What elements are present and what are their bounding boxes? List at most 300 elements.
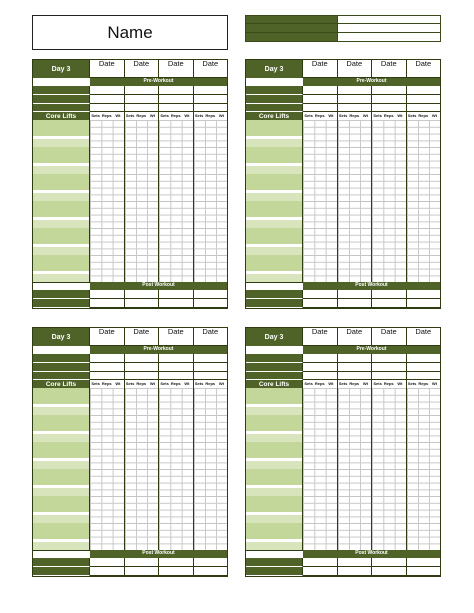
reps-label: Reps [349,113,360,118]
lift-name-cell[interactable] [33,174,90,201]
entry-cell[interactable] [125,558,160,567]
lift-entry-grid[interactable] [159,120,194,147]
lift-entry-grid[interactable] [303,415,338,442]
day-label: Day 3 [33,328,90,346]
lift-entry-grid[interactable] [194,228,228,255]
entry-cell[interactable] [194,558,228,567]
wt-label: Wt [328,113,334,118]
entry-cell[interactable] [303,567,338,576]
entry-cell[interactable] [372,567,407,576]
entry-cell[interactable] [90,372,125,380]
entry-cell[interactable] [125,372,160,380]
lift-name-stripe [246,523,302,539]
date-column[interactable] [372,60,407,78]
lift-name-stripe [33,139,89,147]
entry-cell[interactable] [159,86,194,95]
lift-entry-grid[interactable] [125,120,160,147]
post-workout-label-cell [246,558,303,567]
entry-cell[interactable] [407,86,441,95]
entry-cell[interactable] [372,354,407,363]
lift-entry-grid[interactable] [338,415,373,442]
lift-entry-grid[interactable] [90,174,125,201]
lift-entry-grid[interactable] [303,120,338,147]
info-value-cell[interactable] [338,16,440,24]
date-column[interactable] [125,60,160,78]
pre-workout-label-cell [33,104,90,112]
entry-cell[interactable] [338,299,373,308]
date-column[interactable] [407,328,441,346]
entry-cell[interactable] [159,95,194,104]
lift-name-cell[interactable] [246,201,303,228]
entry-cell[interactable] [90,567,125,576]
lift-name-cell[interactable] [33,147,90,174]
lift-name-stripe [33,388,89,404]
lift-entry-grid[interactable] [372,523,407,550]
lift-entry-grid[interactable] [159,255,194,282]
date-column[interactable] [159,328,194,346]
lift-entry-grid[interactable] [194,415,228,442]
entry-cell[interactable] [407,558,441,567]
lift-entry-grid[interactable] [159,147,194,174]
lift-entry-grid[interactable] [194,388,228,415]
lift-entry-grid[interactable] [372,469,407,496]
lift-entry-grid[interactable] [125,255,160,282]
lift-entry-grid[interactable] [125,469,160,496]
lift-entry-grid[interactable] [338,523,373,550]
core-lift-row [33,201,227,229]
lift-entry-grid[interactable] [372,496,407,523]
lift-entry-grid[interactable] [338,469,373,496]
lift-entry-grid[interactable] [125,523,160,550]
sub-header [194,380,228,388]
date-column[interactable] [303,60,338,78]
pre-workout-band: Pre-Workout [303,346,440,354]
lift-entry-grid[interactable] [159,496,194,523]
wt-label: Wt [431,381,437,386]
info-value-cell[interactable] [338,24,440,32]
entry-cell[interactable] [338,558,373,567]
entry-cell[interactable] [194,567,228,576]
lift-entry-grid[interactable] [407,415,441,442]
workout-log-top-left [32,59,228,309]
pre-workout-label-cell [33,363,90,372]
sets-label: Sets [407,381,417,386]
entry-cell[interactable] [372,104,407,112]
sets-label: Sets [91,113,100,118]
lift-entry-grid[interactable] [372,201,407,228]
entry-cell[interactable] [407,567,441,576]
entry-cell[interactable] [303,372,338,380]
lift-name-stripe [246,147,302,163]
date-column[interactable] [90,328,125,346]
reps-label: Reps [136,113,147,118]
lift-entry-grid[interactable] [159,523,194,550]
entry-cell[interactable] [303,363,338,372]
entry-cell[interactable] [303,299,338,308]
lift-name-cell[interactable] [246,523,303,550]
lift-entry-grid[interactable] [159,228,194,255]
lift-entry-grid[interactable] [407,496,441,523]
lift-entry-grid[interactable] [125,388,160,415]
reps-label: Reps [205,113,216,118]
sub-header [90,112,125,120]
lift-entry-grid[interactable] [407,388,441,415]
date-label: Date [311,59,328,68]
entry-cell[interactable] [159,299,194,308]
lift-entry-grid[interactable] [372,415,407,442]
date-column[interactable] [159,60,194,78]
lift-name-cell[interactable] [33,255,90,282]
sets-label: Sets [338,113,348,118]
lift-name-stripe [33,542,89,550]
entry-cell[interactable] [125,299,160,308]
date-column[interactable] [125,328,160,346]
lift-name-cell[interactable] [246,255,303,282]
lift-entry-grid[interactable] [372,388,407,415]
lift-name-cell[interactable] [33,442,90,469]
wt-label: Wt [184,113,190,118]
core-lift-row [33,255,227,283]
post-workout-band: Post Workout [303,282,440,290]
entry-cell[interactable] [372,299,407,308]
lift-entry-grid[interactable] [372,442,407,469]
core-lifts-grid [33,120,227,282]
lift-name-cell[interactable] [246,388,303,415]
entry-cell[interactable] [338,290,373,299]
lift-name-stripe [246,220,302,228]
lift-entry-grid[interactable] [407,228,441,255]
lift-name-cell[interactable] [33,523,90,550]
wt-label: Wt [149,381,155,386]
date-column[interactable] [194,60,228,78]
entry-cell[interactable] [90,290,125,299]
core-lifts-label: Core Lifts [246,380,303,388]
lift-entry-grid[interactable] [90,469,125,496]
lift-entry-grid[interactable] [194,201,228,228]
sub-header [303,112,338,120]
lift-name-cell[interactable] [33,469,90,496]
post-workout-label-cell [33,290,90,299]
entry-cell[interactable] [90,86,125,95]
core-lift-row [33,174,227,202]
core-lift-row [246,228,440,256]
lift-entry-grid[interactable] [90,523,125,550]
entry-cell[interactable] [194,290,228,299]
core-lift-row [33,228,227,256]
entry-cell[interactable] [90,104,125,112]
entry-cell[interactable] [303,86,338,95]
entry-cell[interactable] [372,86,407,95]
lift-entry-grid[interactable] [90,255,125,282]
date-label: Date [415,327,432,336]
lift-entry-grid[interactable] [159,174,194,201]
post-workout-label-cell [246,299,303,308]
lift-entry-grid[interactable] [303,496,338,523]
reps-label: Reps [314,113,325,118]
entry-cell[interactable] [159,354,194,363]
lift-entry-grid[interactable] [338,228,373,255]
entry-cell[interactable] [407,104,441,112]
entry-cell[interactable] [407,354,441,363]
lift-entry-grid[interactable] [303,388,338,415]
lift-entry-grid[interactable] [125,201,160,228]
reps-label: Reps [383,381,394,386]
lift-entry-grid[interactable] [303,523,338,550]
lift-entry-grid[interactable] [338,120,373,147]
lift-entry-grid[interactable] [159,388,194,415]
lift-name-stripe [33,496,89,512]
lift-entry-grid[interactable] [338,255,373,282]
entry-cell[interactable] [125,567,160,576]
entry-cell[interactable] [372,363,407,372]
entry-cell[interactable] [372,95,407,104]
entry-cell[interactable] [338,354,373,363]
date-label: Date [133,327,150,336]
entry-cell[interactable] [125,86,160,95]
lift-entry-grid[interactable] [194,496,228,523]
entry-cell[interactable] [338,95,373,104]
lift-name-cell[interactable] [33,120,90,147]
lift-entry-grid[interactable] [159,442,194,469]
entry-cell[interactable] [407,290,441,299]
reps-label: Reps [314,381,325,386]
lift-name-cell[interactable] [246,228,303,255]
entry-cell[interactable] [159,372,194,380]
lift-entry-grid[interactable] [372,228,407,255]
lift-entry-grid[interactable] [338,201,373,228]
lift-entry-grid[interactable] [303,228,338,255]
lift-name-stripe [246,496,302,512]
entry-cell[interactable] [303,95,338,104]
lift-name-cell[interactable] [246,174,303,201]
day-label: Day 3 [246,328,303,346]
sets-label: Sets [373,381,382,386]
lift-entry-grid[interactable] [338,388,373,415]
entry-cell[interactable] [159,104,194,112]
workout-log-top-right [245,59,441,309]
date-column[interactable] [407,60,441,78]
lift-entry-grid[interactable] [407,201,441,228]
date-column[interactable] [338,328,373,346]
core-lifts-grid [33,388,227,550]
entry-cell[interactable] [303,558,338,567]
core-lift-row [246,120,440,148]
lift-entry-grid[interactable] [303,147,338,174]
lift-entry-grid[interactable] [372,120,407,147]
lift-entry-grid[interactable] [159,415,194,442]
sets-label: Sets [373,113,382,118]
lift-entry-grid[interactable] [407,469,441,496]
info-value-cell[interactable] [338,33,440,41]
core-lift-row [246,496,440,524]
date-column[interactable] [303,328,338,346]
lift-name-stripe [246,469,302,485]
entry-cell[interactable] [90,363,125,372]
lift-name-cell[interactable] [33,228,90,255]
sets-label: Sets [407,113,417,118]
lift-entry-grid[interactable] [407,147,441,174]
entry-cell[interactable] [338,372,373,380]
reps-label: Reps [418,113,429,118]
post-workout-label-cell [33,558,90,567]
info-label-cell [246,33,338,41]
entry-cell[interactable] [303,104,338,112]
date-column[interactable] [372,328,407,346]
entry-cell[interactable] [194,95,228,104]
entry-cell[interactable] [407,372,441,380]
lift-name-cell[interactable] [246,415,303,442]
entry-cell[interactable] [159,290,194,299]
lift-entry-grid[interactable] [407,255,441,282]
lift-entry-grid[interactable] [125,496,160,523]
lift-entry-grid[interactable] [407,120,441,147]
wt-label: Wt [397,381,403,386]
lift-name-stripe [33,255,89,271]
lift-entry-grid[interactable] [303,255,338,282]
entry-cell[interactable] [194,354,228,363]
lift-entry-grid[interactable] [125,442,160,469]
lift-entry-grid[interactable] [90,228,125,255]
lift-name-stripe [246,228,302,244]
lift-entry-grid[interactable] [159,469,194,496]
lift-name-cell[interactable] [246,469,303,496]
reps-label: Reps [170,381,181,386]
entry-cell[interactable] [407,95,441,104]
lift-entry-grid[interactable] [338,442,373,469]
lift-entry-grid[interactable] [194,120,228,147]
post-workout-label-cell [246,567,303,576]
lift-name-cell[interactable] [33,496,90,523]
entry-cell[interactable] [90,95,125,104]
lift-name-cell[interactable] [246,442,303,469]
date-column[interactable] [194,328,228,346]
wt-label: Wt [218,113,224,118]
lift-entry-grid[interactable] [90,415,125,442]
entry-cell[interactable] [372,290,407,299]
entry-cell[interactable] [194,363,228,372]
date-column[interactable] [338,60,373,78]
entry-cell[interactable] [303,354,338,363]
lift-entry-grid[interactable] [372,147,407,174]
sub-header [303,380,338,388]
lift-entry-grid[interactable] [372,255,407,282]
entry-cell[interactable] [125,354,160,363]
lift-entry-grid[interactable] [90,120,125,147]
lift-entry-grid[interactable] [194,442,228,469]
lift-name-stripe [246,461,302,469]
lift-entry-grid[interactable] [194,147,228,174]
lift-name-stripe [33,193,89,201]
lift-name-stripe [246,515,302,523]
lift-entry-grid[interactable] [90,496,125,523]
lift-entry-grid[interactable] [194,523,228,550]
entry-cell[interactable] [194,299,228,308]
entry-cell[interactable] [338,104,373,112]
entry-cell[interactable] [194,372,228,380]
lift-entry-grid[interactable] [303,442,338,469]
lift-entry-grid[interactable] [407,523,441,550]
lift-entry-grid[interactable] [125,147,160,174]
entry-cell[interactable] [407,363,441,372]
sub-header [125,380,160,388]
lift-name-cell[interactable] [33,415,90,442]
date-label: Date [311,327,328,336]
core-lift-row [246,147,440,175]
lift-name-cell[interactable] [33,201,90,228]
sets-label: Sets [194,381,204,386]
entry-cell[interactable] [372,372,407,380]
lift-name-stripe [33,228,89,244]
wt-label: Wt [115,381,121,386]
sub-header [125,112,160,120]
entry-cell[interactable] [125,95,160,104]
sub-header [372,112,407,120]
entry-cell[interactable] [90,558,125,567]
lift-entry-grid[interactable] [338,147,373,174]
entry-cell[interactable] [194,86,228,95]
lift-entry-grid[interactable] [303,469,338,496]
lift-entry-grid[interactable] [338,496,373,523]
lift-name-cell[interactable] [246,496,303,523]
entry-cell[interactable] [303,290,338,299]
lift-entry-grid[interactable] [125,228,160,255]
lift-entry-grid[interactable] [90,201,125,228]
lift-name-cell[interactable] [246,120,303,147]
lift-entry-grid[interactable] [372,174,407,201]
entry-cell[interactable] [338,86,373,95]
entry-cell[interactable] [159,363,194,372]
entry-cell[interactable] [125,104,160,112]
lift-entry-grid[interactable] [303,201,338,228]
entry-cell[interactable] [125,290,160,299]
entry-cell[interactable] [125,363,160,372]
entry-cell[interactable] [90,299,125,308]
sets-label: Sets [304,113,313,118]
lift-entry-grid[interactable] [90,147,125,174]
entry-cell[interactable] [338,363,373,372]
name-field[interactable]: Name [32,15,228,50]
lift-entry-grid[interactable] [407,442,441,469]
entry-cell[interactable] [159,558,194,567]
lift-name-cell[interactable] [33,388,90,415]
lift-entry-grid[interactable] [125,415,160,442]
entry-cell[interactable] [90,354,125,363]
lift-entry-grid[interactable] [194,174,228,201]
pre-workout-label-cell [33,95,90,104]
lift-entry-grid[interactable] [194,255,228,282]
lift-entry-grid[interactable] [303,174,338,201]
lift-name-stripe [33,523,89,539]
lift-entry-grid[interactable] [338,174,373,201]
lift-entry-grid[interactable] [159,201,194,228]
entry-cell[interactable] [194,104,228,112]
lift-entry-grid[interactable] [90,388,125,415]
entry-cell[interactable] [159,567,194,576]
lift-name-stripe [33,434,89,442]
entry-cell[interactable] [407,299,441,308]
pre-workout-label-cell [246,354,303,363]
date-column[interactable] [90,60,125,78]
lift-entry-grid[interactable] [194,469,228,496]
pre-workout-label-cell [246,95,303,104]
lift-entry-grid[interactable] [407,174,441,201]
lift-name-cell[interactable] [246,147,303,174]
entry-cell[interactable] [372,558,407,567]
lift-entry-grid[interactable] [125,174,160,201]
lift-entry-grid[interactable] [90,442,125,469]
info-label-cell [246,24,338,32]
entry-cell[interactable] [338,567,373,576]
